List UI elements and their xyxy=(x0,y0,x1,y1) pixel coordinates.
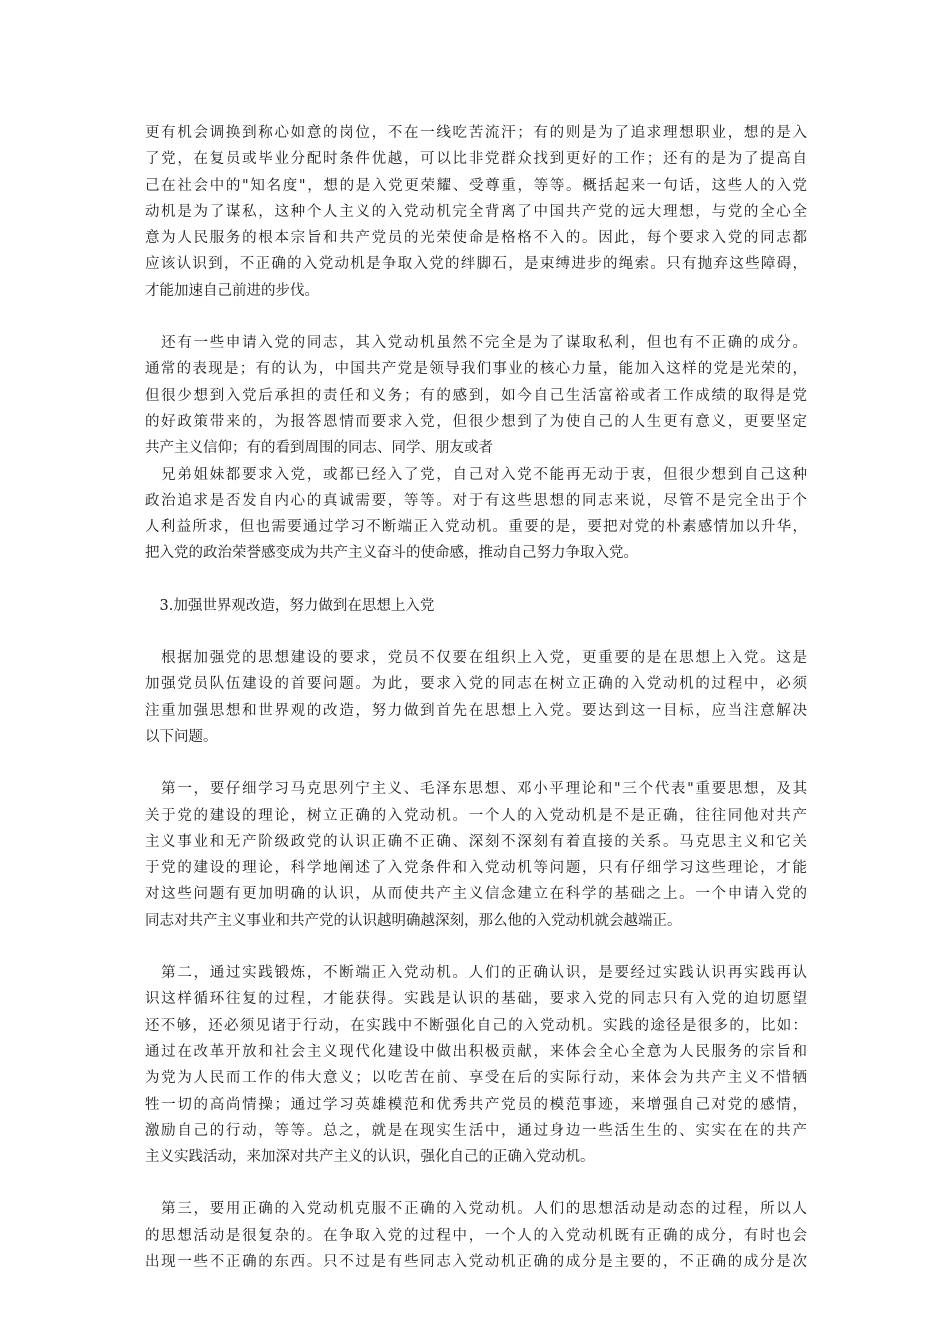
text-line: 人利益所求，但也需要通过学习不断端正入党动机。重要的是，要把对党的朴素感情加以升华， xyxy=(145,519,807,536)
paragraph-first-point xyxy=(145,776,807,934)
text-line: 政治追求是否发自内心的真诚需要，等等。对于有这些思想的同志来说，尽管不是完全出于个 xyxy=(145,492,807,509)
paragraph-motive-selfish xyxy=(145,120,807,304)
text-line: 应该认识到，不正确的入党动机是争取入党的绊脚石，是束缚进步的绳索。只有抛弃这些障碍， xyxy=(145,256,807,273)
text-line: 才能加速自己前进的步伐。 xyxy=(145,282,319,299)
text-line: 出现一些不正确的东西。只不过是有些同志入党动机正确的成分是主要的，不正确的成分是次 xyxy=(145,1253,807,1270)
section-heading xyxy=(145,593,807,619)
text-line: 的思想活动是很复杂的。在争取入党的过程中，一个人的入党动机既有正确的成分，有时也会 xyxy=(145,1227,807,1244)
text-line: 主义事业和无产阶级政党的认识正确不正确、深刻不深刻有着直接的关系。马克思主义和它关 xyxy=(145,833,807,850)
text-line: 对这些问题有更加明确的认识，从而使共产主义信念建立在科学的基础之上。一个申请入党的 xyxy=(145,886,807,903)
text-line: 激励自己的行动，等等。总之，就是在现实生活中，通过身边一些活生生的、实实在在的共产 xyxy=(145,1122,807,1139)
text-line: 主义实践活动，来加深对共产主义的认识，强化自己的正确入党动机。 xyxy=(145,1149,595,1166)
paragraph-motive-partial xyxy=(145,330,807,461)
paragraph-motive-partial-continued xyxy=(145,462,807,567)
text-line: 意为人民服务的根本宗旨和共产党员的光荣使命是格格不入的。因此，每个要求入党的同志都 xyxy=(145,230,807,247)
text-line: 通过在改革开放和社会主义现代化建设中做出积极贡献，来体会全心全意为人民服务的宗旨和 xyxy=(145,1043,807,1060)
text-line: 动机是为了谋私，这种个人主义的入党动机完全背离了中国共产党的远大理想，与党的全心全 xyxy=(145,203,807,220)
text-line: 识这样循环往复的过程，才能获得。实践是认识的基础，要求入党的同志只有入党的迫切愿望 xyxy=(145,991,807,1008)
text-line: 但很少想到入党后承担的责任和义务；有的感到，如今自己生活富裕或者工作成绩的取得是党 xyxy=(145,387,807,404)
text-line: 己在社会中的"知名度"，想的是入党更荣耀、受尊重，等等。概括起来一句话，这些人的入党 xyxy=(145,177,807,194)
text-line: 把入党的政治荣誉感变成为共产主义奋斗的使命感，推动自己努力争取入党。 xyxy=(145,545,638,562)
text-line: 通常的表现是；有的认为，中国共产党是领导我们事业的核心力量，能加入这样的党是光荣的， xyxy=(145,361,807,378)
text-line: 加强党员队伍建设的首要问题。为此，要求入党的同志在树立正确的入党动机的过程中，必须 xyxy=(145,676,807,693)
text-line: 还有一些申请入党的同志，其入党动机虽然不完全是为了谋取私利，但也有不正确的成分。 xyxy=(145,335,807,352)
paragraph-third-point xyxy=(145,1196,807,1275)
text-line: 了党，在复员或毕业分配时条件优越，可以比非党群众找到更好的工作；还有的是为了提高自 xyxy=(145,151,807,168)
text-line: 根据加强党的思想建设的要求，党员不仅要在组织上入党，更重要的是在思想上入党。这是 xyxy=(145,650,807,667)
text-line: 牲一切的高尚情操；通过学习英雄模范和优秀共产党员的模范事迹，来增强自己对党的感情， xyxy=(145,1096,807,1113)
section-heading-text: 3.加强世界观改造，努力做到在思想上入党 xyxy=(145,597,435,614)
text-line: 共产主义信仰；有的看到周围的同志、同学、朋友或者 xyxy=(145,440,493,457)
paragraph-second-point xyxy=(145,960,807,1170)
text-line: 于党的建设的理论，科学地阐述了入党条件和入党动机等问题，只有仔细学习这些理论，才能 xyxy=(145,860,807,877)
document-page xyxy=(145,120,807,1301)
text-line: 为党为人民而工作的伟大意义；以吃苦在前、享受在后的实际行动，来体会为共产主义不惜牺 xyxy=(145,1070,807,1087)
text-line: 同志对共产主义事业和共产党的认识越明确越深刻，那么他的入党动机就会越端正。 xyxy=(145,912,682,929)
text-line: 第一，要仔细学习马克思列宁主义、毛泽东思想、邓小平理论和"三个代表"重要思想，及其 xyxy=(145,781,807,798)
text-line: 注重加强思想和世界观的改造，努力做到首先在思想上入党。要达到这一目标，应当注意解决 xyxy=(145,702,807,719)
text-line: 关于党的建设的理论，树立正确的入党动机。一个人的入党动机是不是正确，往往同他对共产 xyxy=(145,807,807,824)
text-line: 第二，通过实践锻炼，不断端正入党动机。人们的正确认识，是要经过实践认识再实践再认 xyxy=(145,965,807,982)
text-line: 更有机会调换到称心如意的岗位，不在一线吃苦流汗；有的则是为了追求理想职业，想的是入 xyxy=(145,125,807,141)
paragraph-thought-building xyxy=(145,645,807,750)
text-line: 的好政策带来的，为报答恩情而要求入党，但很少想到了为使自己的人生更有意义，更要坚定 xyxy=(145,413,807,430)
text-line: 以下问题。 xyxy=(145,728,218,745)
text-line: 兄弟姐妹都要求入党，或都已经入了党，自己对入党不能再无动于衷，但很少想到自己这种 xyxy=(145,466,807,483)
text-line: 还不够，还必须见诸于行动，在实践中不断强化自己的入党动机。实践的途径是很多的，比如： xyxy=(145,1017,807,1034)
text-line: 第三，要用正确的入党动机克服不正确的入党动机。人们的思想活动是动态的过程，所以人 xyxy=(145,1201,807,1218)
